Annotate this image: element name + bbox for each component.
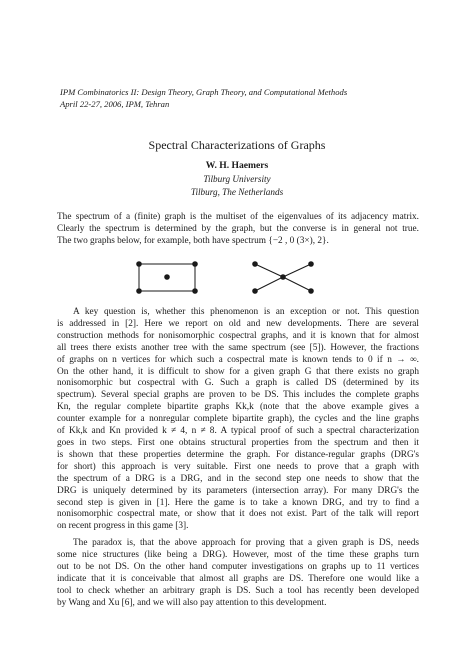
text-line: goes in two steps. First one obtains structural properties from the spectrum and then it xyxy=(57,437,419,448)
graph-vertex xyxy=(137,262,142,267)
text-line: of graphs on n vertices for which such a cospectral mate is known tends to 0 if n → ∞. xyxy=(57,354,419,365)
graph-vertex xyxy=(281,275,286,280)
graph-vertex xyxy=(193,262,198,267)
graph-vertex xyxy=(309,262,314,267)
text-line: The two graphs below, for example, both have spectrum {−2 , 0 (3×), 2}. xyxy=(57,235,329,246)
text-line: Kn, the regular complete bipartite graphs Kk,k (note that the above example gives a xyxy=(57,402,419,413)
text-line: The paradox is, that the above approach for proving that a given graph is DS, needs xyxy=(73,538,419,548)
text-line: The spectrum of a (finite) graph is the multiset of the eigenvalues of its adjacency matrix. xyxy=(57,212,419,222)
graph-star xyxy=(253,262,314,294)
conference-date-location: April 22-27, 2006, IPM, Tehran xyxy=(60,98,170,109)
author-name: W. H. Haemers xyxy=(205,160,269,171)
text-line: is addressed in [2]. Here we report on old and new developments. There are several xyxy=(57,318,419,329)
text-line: DRG is uniquely determined by its parameters (intersection array). For many DRG's the xyxy=(57,485,419,496)
graph-vertex xyxy=(253,262,258,267)
text-line: second step is given in [1]. Here the game is to take a known DRG, and try to find a xyxy=(57,497,419,508)
text-line: the spectrum of a DRG is a DRG, and in the second step one needs to show that the xyxy=(57,473,419,484)
paragraph-paradox xyxy=(57,538,419,609)
graph-edge xyxy=(283,264,311,277)
text-line: is shown that these properties determine the graph. For distance-regular graphs (DRG's xyxy=(57,449,419,460)
text-line: counter example for a nonregular complete bipartite graph), the cycles and the line graphs xyxy=(57,414,419,425)
author-location: Tilburg, The Netherlands xyxy=(190,187,284,197)
graph-edge xyxy=(283,277,311,291)
graph-vertex xyxy=(165,275,170,280)
graph-vertex xyxy=(253,289,258,294)
text-line: indicate that it is conceivable that almost all graphs are DS. Therefore one would like a xyxy=(57,573,419,584)
text-line: out to be not DS. On the other hand computer investigations on graphs up to 11 vertices xyxy=(57,561,419,572)
text-line: On the other hand, it is difficult to show for a given graph G that there exists no graph xyxy=(57,366,419,377)
paragraph-main xyxy=(57,307,419,533)
text-line: nonisomorphic cospectral mate, or show that it does not exist. Part of the talk will report xyxy=(57,509,419,520)
text-line: nonisomorphic but cospectral with G. Such a graph is called DS (determined by its xyxy=(57,378,419,389)
graph-rectangle-isolated-vertex xyxy=(137,262,198,294)
text-line: all trees there exists another tree with the same spectrum (see [5]). However, the fractions xyxy=(57,342,419,353)
author-university: Tilburg University xyxy=(203,174,271,184)
text-line: spectrum). Several special graphs are proven to be DS. This includes the complete graphs xyxy=(57,390,419,401)
text-line: on recent progress in this game [3]. xyxy=(57,521,189,532)
text-line: Clearly the spectrum is determined by the graph, but the converse is in general not true. xyxy=(57,223,419,234)
text-line: by Wang and Xu [6], and we will also pay attention to this development. xyxy=(57,597,327,608)
conference-name: IPM Combinatorics II: Design Theory, Graph Theory, and Computational Methods xyxy=(60,87,348,97)
text-line: A key question is, whether this phenomenon is an exception or not. This question xyxy=(73,307,419,317)
graph-edge xyxy=(255,277,283,291)
text-line: some nice structures (like being a DRG). However, most of the time these graphs turn xyxy=(57,549,419,560)
graph-edge xyxy=(255,264,283,277)
text-line: of Kk,k and Kn provided k ≠ 4, n ≠ 8. A typical proof of such a spectral characterization xyxy=(57,426,419,437)
paper-title: Spectral Characterizations of Graphs xyxy=(148,138,326,152)
graph-vertex xyxy=(193,289,198,294)
text-line: tool to check whether an arbitrary graph is DS. Such a tool has recently been developed xyxy=(57,585,419,596)
graph-vertex xyxy=(137,289,142,294)
text-line: for short) this approach is very suitable. First one needs to prove that a graph with xyxy=(57,461,419,472)
graph-vertex xyxy=(309,289,314,294)
text-line: construction methods for nonisomorphic cospectral graphs, and it is known that for almost xyxy=(57,330,419,341)
